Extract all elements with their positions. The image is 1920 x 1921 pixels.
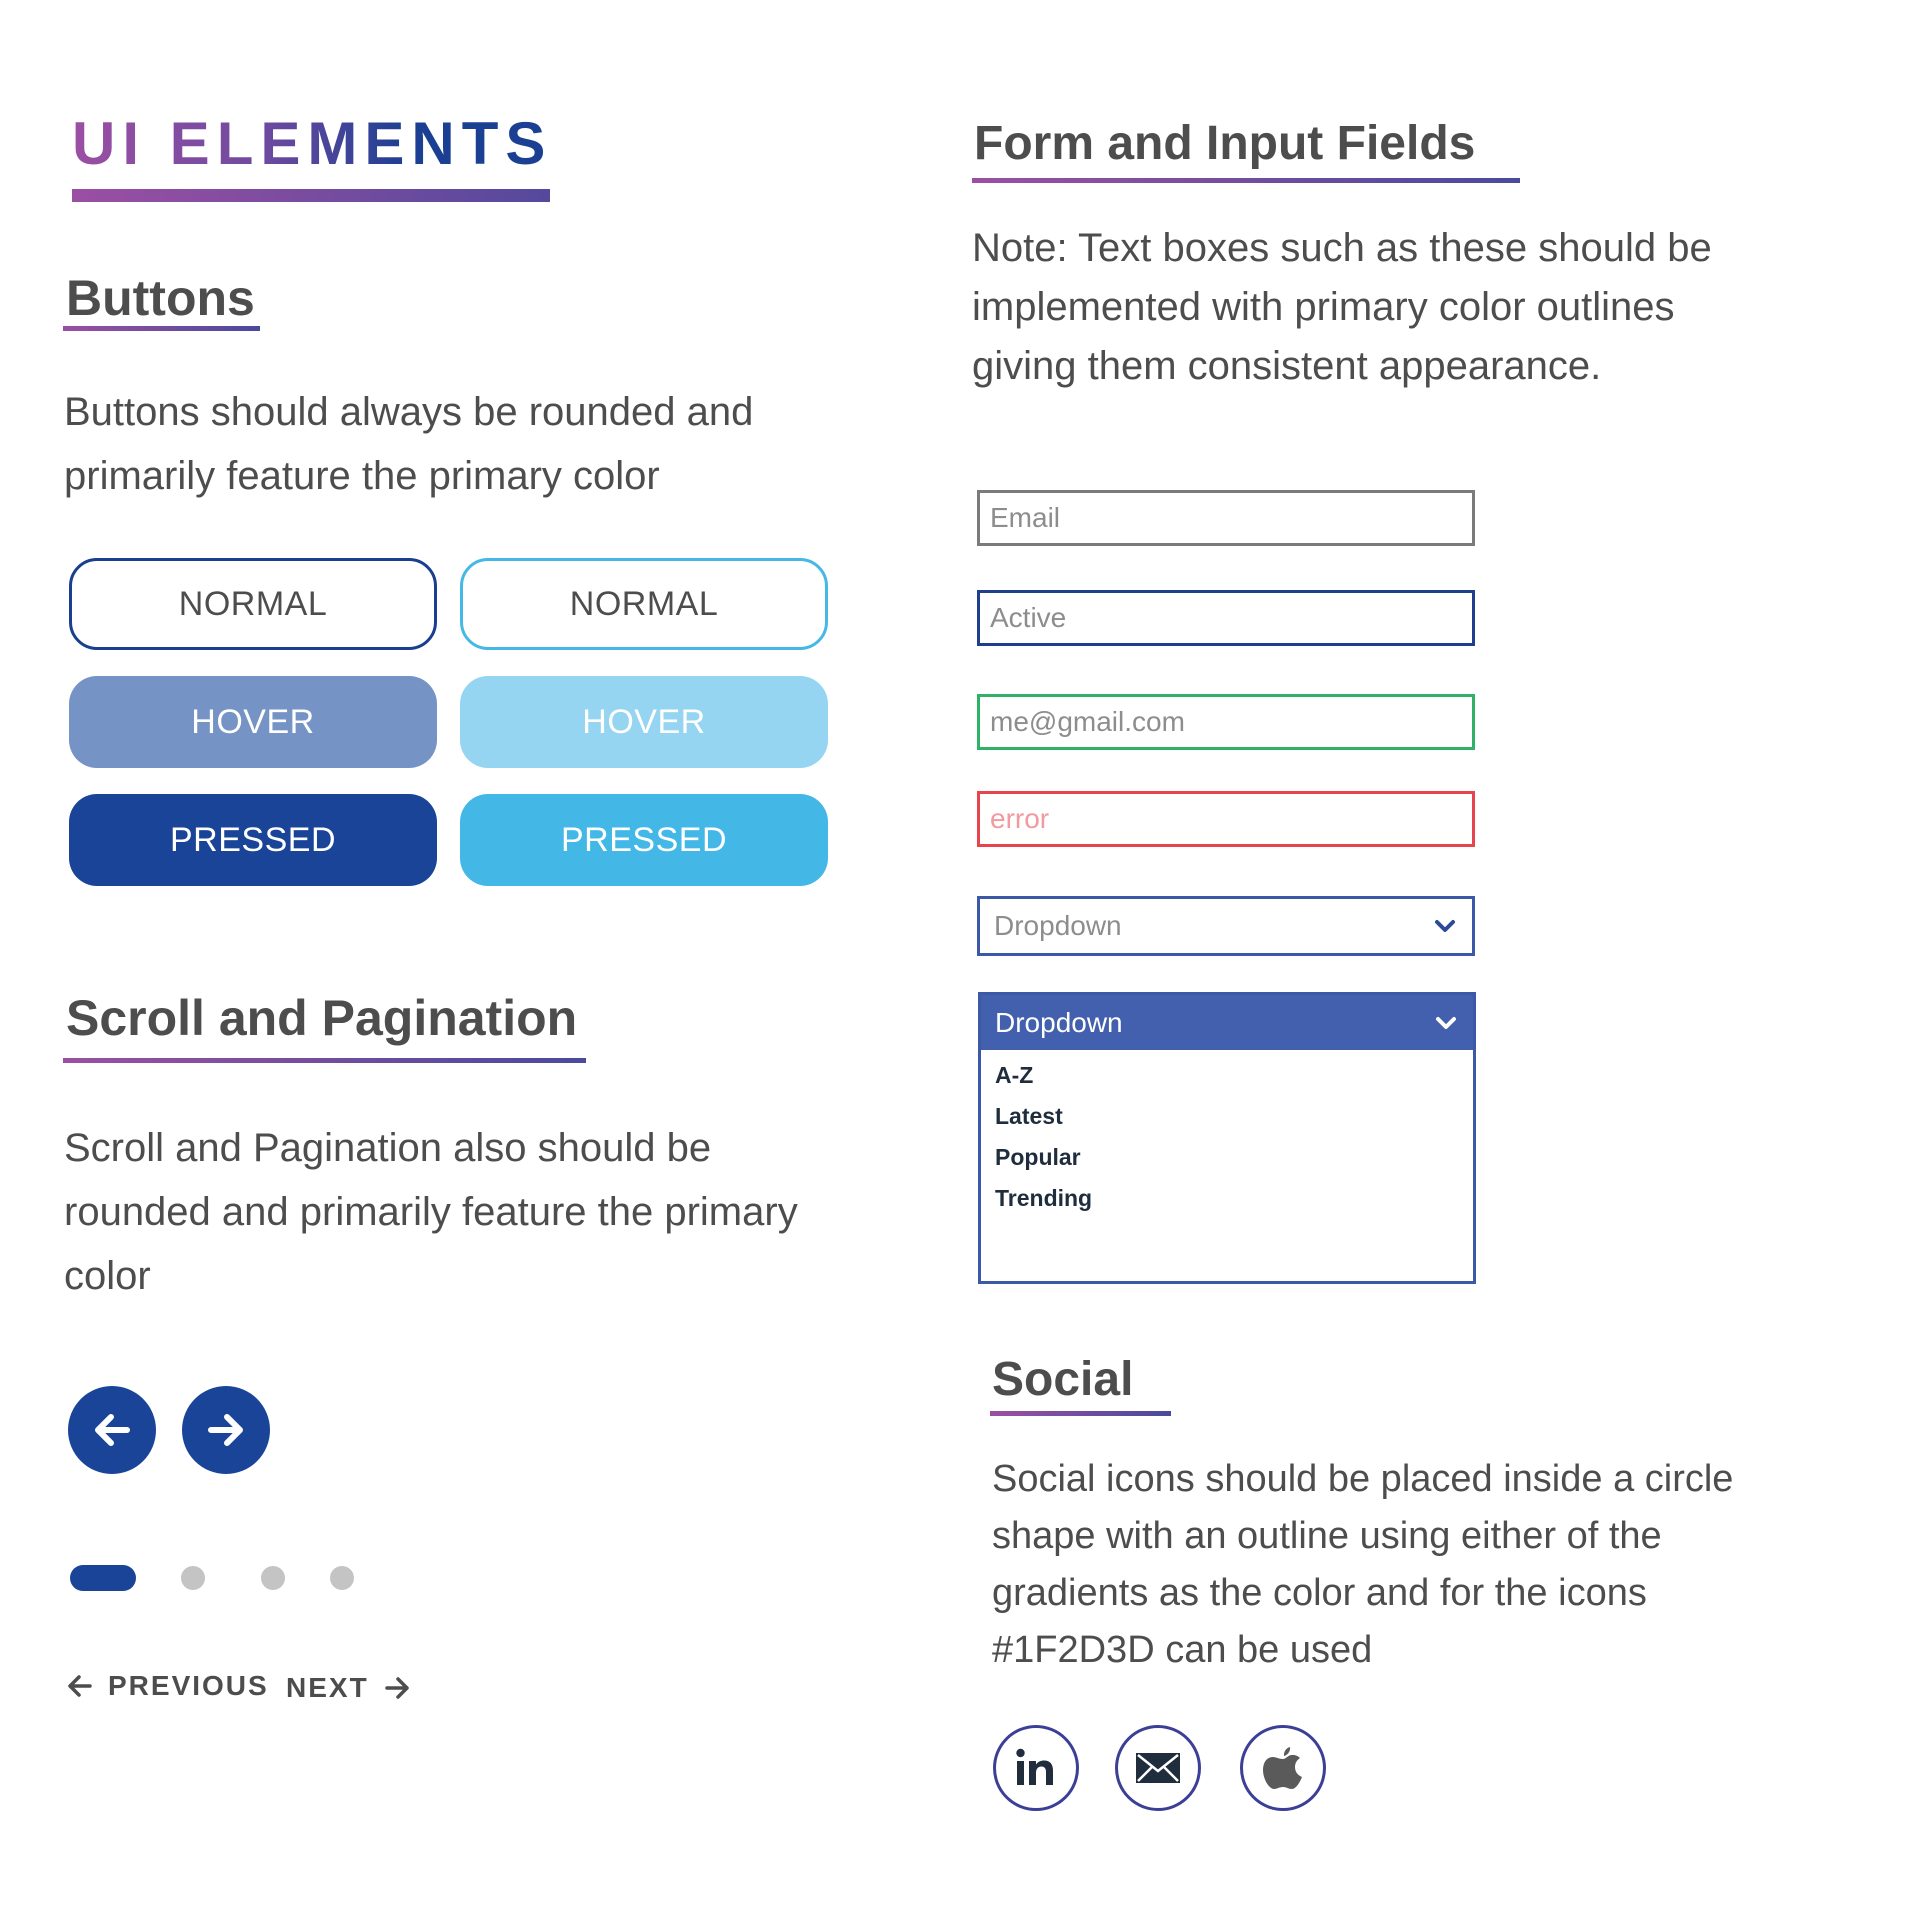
social-description: Social icons should be placed inside a circle shape with an outline using either of the gradients as the color and for the icons #1F2D3D can be used [992,1458,1734,1671]
apple-icon [1261,1744,1305,1792]
dropdown-label: Dropdown [994,910,1122,941]
form-note: Note: Text boxes such as these should be implemented with primary color outlines giving them consistent appearance. [972,226,1712,388]
next-link[interactable] [286,1672,411,1704]
social-heading-underline [990,1411,1171,1416]
pressed-button-secondary[interactable]: PRESSED [460,794,828,886]
buttons-heading-underline [63,326,260,331]
normal-button-primary[interactable]: NORMAL [69,558,437,650]
error-field[interactable]: error [977,791,1475,847]
previous-label: PREVIOUS [108,1670,269,1701]
linkedin-icon [1013,1745,1059,1791]
chevron-down-icon [1433,1014,1459,1032]
arrow-left-icon [87,1405,137,1455]
active-field[interactable]: Active [977,590,1475,646]
dropdown-option[interactable]: Latest [995,1103,1063,1129]
dropdown-open[interactable] [978,992,1476,1284]
previous-link[interactable] [66,1670,269,1702]
dropdown-options [981,1050,1473,1219]
social-heading: Social [992,1353,1134,1406]
pagination-dot[interactable] [261,1566,285,1590]
arrow-right-icon [383,1674,411,1702]
hover-button-secondary[interactable]: HOVER [460,676,828,768]
scroll-heading-underline [63,1058,586,1063]
arrow-left-icon [66,1672,94,1700]
dropdown-open-header[interactable] [981,995,1473,1050]
success-field[interactable]: me@gmail.com [977,694,1475,750]
form-heading: Form and Input Fields [974,117,1476,170]
dropdown-closed[interactable] [977,896,1475,956]
email-field[interactable]: Email [977,490,1475,546]
scroll-left-button[interactable] [68,1386,156,1474]
dropdown-option[interactable]: Trending [995,1185,1093,1211]
buttons-heading: Buttons [66,270,255,326]
arrow-right-icon [201,1405,251,1455]
linkedin-button[interactable] [993,1725,1079,1811]
mail-icon [1134,1750,1182,1786]
dropdown-option[interactable]: Popular [995,1144,1081,1170]
mail-button[interactable] [1115,1725,1201,1811]
pagination-dot-active[interactable] [70,1565,136,1591]
pagination-dot[interactable] [330,1566,354,1590]
scroll-description: Scroll and Pagination also should be rounded and primarily feature the primary color [64,1126,798,1298]
form-heading-underline [972,178,1520,183]
pressed-button-primary[interactable]: PRESSED [69,794,437,886]
dropdown-option[interactable]: A-Z [995,1062,1034,1088]
title-underline [72,189,550,202]
next-label: NEXT [286,1672,369,1703]
page-title: UI ELEMENTS [72,108,552,180]
hover-button-primary[interactable]: HOVER [69,676,437,768]
scroll-heading: Scroll and Pagination [66,990,578,1046]
scroll-right-button[interactable] [182,1386,270,1474]
buttons-description: Buttons should always be rounded and primarily feature the primary color [64,390,754,498]
dropdown-open-label: Dropdown [995,1006,1123,1038]
apple-button[interactable] [1240,1725,1326,1811]
chevron-down-icon [1432,917,1458,935]
normal-button-secondary[interactable]: NORMAL [460,558,828,650]
pagination-dot[interactable] [181,1566,205,1590]
